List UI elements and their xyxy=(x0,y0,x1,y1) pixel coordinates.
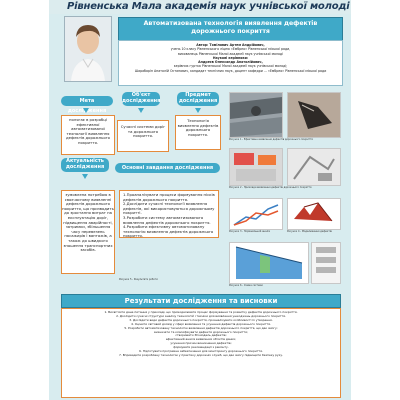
result-item: 7. Впровадити розроблену технологію у практику дорожніх служб, що дає змогу підвищити безпеку руху. xyxy=(119,352,283,357)
poster-header xyxy=(49,0,351,14)
result-item: формувати рекомендації з ремонту. xyxy=(173,345,229,350)
result-item: усунення причин виникнення дефектів; xyxy=(170,341,232,346)
figure-4 xyxy=(229,242,309,284)
result-item: 1. Висвітлити дане питання у прикладі, що промоделювати процес формування та розвитку дефектів дорожнього покриття. xyxy=(104,310,298,314)
object-box: Сучасні системи доріг та дорожнього покриття. xyxy=(117,120,169,152)
poster xyxy=(49,0,351,400)
caption-5: Рисунок 5 - Результати роботи xyxy=(119,278,158,281)
result-item: 6. Підготувати програмне забезпечення для моніторингу дорожнього покриття. xyxy=(139,349,263,354)
goal-box: полягає в розробці ефективної автоматизованої технології виявлення дефектів дорожнього покриття. xyxy=(61,115,115,155)
figure-5-image xyxy=(312,243,340,283)
figure-4-image xyxy=(230,243,308,283)
tasks-box xyxy=(119,190,219,238)
figure-2-image xyxy=(230,149,282,185)
author-line: Наукові керівники: xyxy=(212,55,249,60)
figure-1b-image xyxy=(288,93,340,137)
author-photo xyxy=(64,16,112,82)
authors-box xyxy=(118,40,343,86)
subject-box: Технологія виявлення дефектів дорожнього покриття. xyxy=(175,115,221,150)
task-item: 4.Розробити ефективну автоматизовану технологію виявлення дефектів дорожнього покриття. xyxy=(123,224,214,239)
result-item: 3. Дослідити види дефектів дорожнього покриття, проаналізувати особливості їх утворення. xyxy=(129,317,273,322)
figure-2b-image xyxy=(288,149,340,185)
figure-3 xyxy=(229,198,283,230)
author-line: вихованець Рівненської Малої академії наук учнівської молоді xyxy=(177,51,284,56)
result-item: створювати 3D-модель дефектів; xyxy=(175,333,227,338)
task-item: 2.Дослідити сучасні технології виявлення дефектів, які використовуються дорожньому покритті. xyxy=(123,201,215,216)
relevance-arrow-icon xyxy=(82,174,88,179)
result-item: 5. Розробити автоматизовану технологію виявлення дефектів дорожнього покриття, що дає змогу: xyxy=(124,325,278,330)
results-heading: Результати дослідження та висновки xyxy=(124,297,278,305)
figure-2 xyxy=(229,148,283,186)
relevance-label: Актуальність дослідження xyxy=(61,158,109,172)
figure-1-image xyxy=(230,93,282,137)
goal-label: Мета дослідження xyxy=(61,96,113,106)
figure-1b xyxy=(287,92,341,138)
result-item: ефективний аналіз виявлених об'єктів даних; xyxy=(165,337,237,342)
subject-label: Предмет дослідження xyxy=(178,92,218,104)
caption-3: Рисунок 3 - Порівняльний аналіз xyxy=(229,230,271,233)
goal-arrow-icon xyxy=(83,108,89,113)
object-label: Об'єкт дослідження xyxy=(122,92,161,104)
figure-3b-image xyxy=(288,199,340,229)
figure-3b xyxy=(287,198,341,230)
relevance-box: зумовлена потребою в своєчасному виявленні дефектів дорожнього покриття, що призводить до зростання витрат на експлуатацію доріг, підвищення аварійності, затримки, збільшення часу перевезень пасажирів і вантажів, а також до швидкого зношення транспортних засобів. xyxy=(61,190,115,274)
author-line: учень 10 класу Рівненського ліцею «Ембрео» Рівненської міської ради, xyxy=(170,47,291,52)
caption-6: Рисунок 6 - Схема системи xyxy=(229,284,263,287)
author-line: керівник гуртка Рівненської Малої академії наук учнівської молоді; xyxy=(173,64,288,69)
result-item: 2. Дослідити сучасні структури аналізу технологій і техніки для виявлення ушкоджень дорожнього покриття. xyxy=(116,313,286,318)
result-item: 4. Оцінити світовий досвід у сфері виявлення та усунення дефектів дорожнього покриття. xyxy=(131,321,271,326)
task-item: 3.Розробити систему автоматизованого виявлення дефектів дорожнього покриття. xyxy=(123,214,211,225)
caption-4: Рисунок 4 - Моделювання дефектів xyxy=(287,230,332,233)
author-line: Автор: Томілович Артем Андрійович, xyxy=(196,43,265,47)
caption-1: Рисунок 1 - Ефективне виявлення дефектів дорожнього покриття xyxy=(229,138,313,141)
author-photo-image xyxy=(65,17,111,81)
result-item: визначати та класифікувати дефекти дорожнього покриття; xyxy=(154,329,248,334)
results-heading-bar xyxy=(61,294,341,308)
figure-2b xyxy=(287,148,341,186)
task-item: 1.Проаналізувати процеси формування пісків дефектів дорожнього покриття. xyxy=(123,192,215,202)
object-arrow-icon xyxy=(138,108,144,113)
results-box xyxy=(61,308,341,398)
figure-5 xyxy=(311,242,341,284)
figure-3-image xyxy=(230,199,282,229)
figure-1 xyxy=(229,92,283,138)
caption-2: Рисунок 2 - Приклади виявлення дефектів дорожнього покриття xyxy=(229,186,312,189)
tasks-label: Основні завдання дослідження xyxy=(115,163,220,173)
author-line: Шарабарін Анатолій Остапович, кандидат технічних наук, доцент кафедри ... «Ембрео» Рівненської міської ради xyxy=(134,68,327,73)
subject-arrow-icon xyxy=(195,108,201,113)
header-title: Рівненська Мала академія наук учнівської молоді xyxy=(67,1,350,12)
poster-title: Автоматизована технологія виявлення дефектів дорожнього покриття xyxy=(143,20,318,35)
poster-title-box xyxy=(118,17,343,41)
author-line: Андреєв Олександр Анатолійович, xyxy=(198,60,263,65)
